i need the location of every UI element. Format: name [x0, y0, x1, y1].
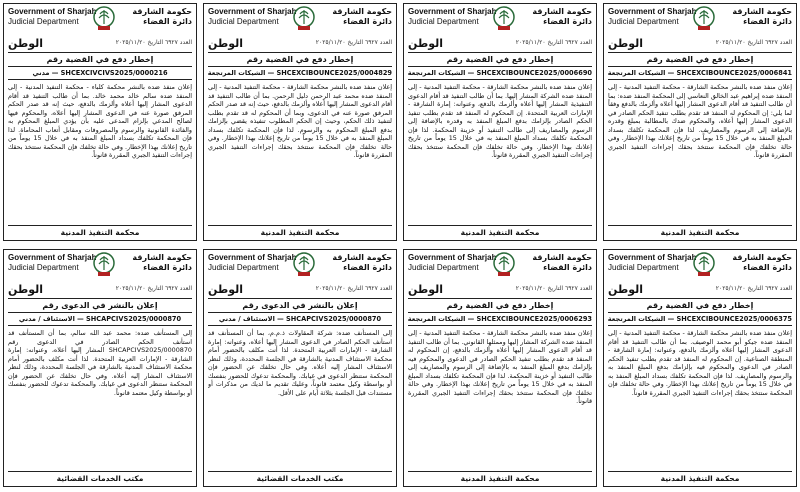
notice-card — [603, 3, 797, 241]
sharjah-emblem-icon — [92, 252, 116, 278]
dateline: العدد ٦٩٢٧ التاريخ ٢٠٢٥/١١/٢٠ — [515, 39, 592, 46]
notice-header — [8, 7, 192, 37]
dateline: العدد ٦٩٢٧ التاريخ ٢٠٢٥/١١/٢٠ — [715, 39, 792, 46]
dept-en-name: Judicial Department — [208, 263, 279, 272]
meta-row — [608, 38, 792, 51]
gov-en-block — [408, 253, 496, 273]
dept-ar-name: دائرة القضاء — [143, 263, 192, 272]
notice-footer: مكتب الخدمات القضائية — [208, 471, 392, 483]
dept-ar-name: دائرة القضاء — [343, 17, 392, 26]
notice-footer: محكمة التنفيذ المدنية — [408, 225, 592, 237]
notice-footer: محكمة التنفيذ المدنية — [208, 225, 392, 237]
notice-card — [203, 249, 397, 487]
notice-footer: محكمة التنفيذ المدنية — [408, 471, 592, 483]
dept-en-name: Judicial Department — [8, 17, 79, 26]
gov-en-block — [208, 7, 296, 27]
case-number: SHCEXCIVCIVS2025/0000216 — مدني — [8, 67, 192, 80]
gov-en-name: Government of Sharjah — [208, 253, 297, 262]
gov-ar-block — [332, 253, 392, 273]
notice-header — [408, 253, 592, 283]
notice-footer: محكمة التنفيذ المدنية — [8, 225, 192, 237]
case-number: SHCEXCIBOUNCE2025/0004829 — الشيكات المرتجعة — [208, 67, 392, 80]
case-number: SHCEXCIBOUNCE2025/0006690 — الشيكات المرتجعة — [408, 67, 592, 80]
newspaper-name: الوطن — [608, 37, 644, 50]
notice-header — [608, 7, 792, 37]
notice-title: إخطار دفع في القضية رقم — [408, 52, 592, 67]
gov-en-name: Government of Sharjah — [608, 7, 697, 16]
dept-ar-name: دائرة القضاء — [543, 17, 592, 26]
notice-title: إعلان بالنشر في الدعوى رقم — [8, 298, 192, 313]
gov-ar-block — [132, 253, 192, 273]
sharjah-emblem-icon — [292, 252, 316, 278]
gov-en-name: Government of Sharjah — [408, 253, 497, 262]
sharjah-emblem-icon — [492, 6, 516, 32]
notice-body: إعلان منفذ ضده بالنشر محكمة الشارقة - محكمة التنفيذ المدنية - إلى المنفذ ضده محمد عبد الرحمن دليل الرحمن. بما أن طالب التنفيذ قد أقام الدعوى المشار إليها أعلاه وألزمك بالدفع، حيث إنه قد صدر الحكم المرفق صورة عنه في الدعوى، وبما أن المحكوم له قد تقدم بطلب لتنفيذ ذلك الحكم، وحيث إن الحكم المطلوب تنفيذه يقضي بإلزامك بدفع المبلغ المحكوم به والرسوم. لذا فإن المحكمة تكلفك بسداد المبلغ المنفذ به في خلال 15 يوماً من تاريخ إعلانك بهذا الإخطار. وفي حالة تخلفك فإن المحكمة ستتخذ بحقك إجراءات التنفيذ الجبري المقررة قانوناً. — [208, 83, 392, 159]
newspaper-name: الوطن — [408, 37, 444, 50]
dept-en-name: Judicial Department — [408, 263, 479, 272]
dateline: العدد ٦٩٢٧ التاريخ ٢٠٢٥/١١/٢٠ — [715, 285, 792, 292]
dept-ar-name: دائرة القضاء — [143, 17, 192, 26]
notice-header — [408, 7, 592, 37]
newspaper-name: الوطن — [8, 283, 44, 296]
gov-ar-name: حكومة الشارقة — [732, 7, 792, 16]
notice-header — [208, 7, 392, 37]
gov-ar-name: حكومة الشارقة — [532, 7, 592, 16]
gov-ar-block — [132, 7, 192, 27]
dateline: العدد ٦٩٢٧ التاريخ ٢٠٢٥/١١/٢٠ — [515, 285, 592, 292]
notice-card — [403, 249, 597, 487]
sharjah-emblem-icon — [492, 252, 516, 278]
notice-body: إعلان منفذ ضده بالنشر محكمة الشارقة - محكمة التنفيذ المدنية - إلى المنفذ ضده جيكو أبو محمد الوصيف. بما أن طالب التنفيذ قد أقام الدعوى المشار إليها أعلاه وألزمك بالدفع، وعنوانه: إمارة الشارقة - المنطقة الصناعية. إن المحكوم له المنفذ قد تقدم بطلب تنفيذ الحكم الصادر في الدعوى والمحكوم فيه بإلزامك بدفع المبلغ المنفذ به والرسوم والمصاريف. لذا فإن المحكمة تكلفك بسداد المبلغ المنفذ به في خلال 15 يوماً من تاريخ إعلانك بهذا الإخطار. وفي حالة تخلفك فإن المحكمة ستتخذ بحقك إجراءات التنفيذ الجبري المقررة قانوناً. — [608, 329, 792, 397]
dept-en-name: Judicial Department — [8, 263, 79, 272]
dept-ar-name: دائرة القضاء — [343, 263, 392, 272]
gov-en-name: Government of Sharjah — [8, 253, 97, 262]
notice-card — [3, 249, 197, 487]
gov-en-block — [408, 7, 496, 27]
case-number: SHCEXCIBOUNCE2025/0006375 — الشيكات المرتجعة — [608, 313, 792, 326]
gov-ar-name: حكومة الشارقة — [132, 7, 192, 16]
gov-ar-block — [532, 253, 592, 273]
gov-ar-block — [732, 7, 792, 27]
gov-en-block — [8, 7, 96, 27]
gov-ar-name: حكومة الشارقة — [532, 253, 592, 262]
case-number: SHCAPCIVS2025/0000870 — الاستئناف / مدني — [8, 313, 192, 326]
newspaper-name: الوطن — [8, 37, 44, 50]
notices-grid — [3, 3, 797, 489]
newspaper-name: الوطن — [608, 283, 644, 296]
dateline: العدد ٦٩٢٧ التاريخ ٢٠٢٥/١١/٢٠ — [115, 285, 192, 292]
notice-body: إلى المستأنف ضده: شركة المقاولات ذ.م.م، بما أن المستأنف قد استأنف الحكم الصادر في الدعوى المشار إليها أعلاه، وعنوانه: إمارة الشارقة - الإمارات العربية المتحدة. لذا أنت مكلف بالحضور أمام محكمة الاستئناف المدنية بالشارقة في الجلسة المحددة، وذلك لنظر الاستئناف المشار إليه أعلاه. وفي حال تخلفك عن الحضور فإن المحكمة ستنظر الدعوى في غيابك. والمحكمة تدعوك للحضور بنفسك أو بواسطة وكيل معتمد قانوناً، وعليك تقديم ما لديك من مذكرات أو مستندات قبل الجلسة بثلاثة أيام على الأقل. — [208, 329, 392, 397]
notice-header — [8, 253, 192, 283]
notice-header — [608, 253, 792, 283]
gov-ar-block — [532, 7, 592, 27]
dept-en-name: Judicial Department — [608, 263, 679, 272]
meta-row — [408, 284, 592, 297]
gov-en-block — [208, 253, 296, 273]
dept-ar-name: دائرة القضاء — [743, 17, 792, 26]
notice-footer: مكتب الخدمات القضائية — [8, 471, 192, 483]
sharjah-emblem-icon — [292, 6, 316, 32]
notice-title: إخطار دفع في القضية رقم — [608, 52, 792, 67]
newspaper-name: الوطن — [208, 283, 244, 296]
dateline: العدد ٦٩٢٧ التاريخ ٢٠٢٥/١١/٢٠ — [315, 39, 392, 46]
case-number: SHCAPCIVS2025/0000870 — الاستئناف / مدني — [208, 313, 392, 326]
newspaper-name: الوطن — [208, 37, 244, 50]
dateline: العدد ٦٩٢٧ التاريخ ٢٠٢٥/١١/٢٠ — [315, 285, 392, 292]
dept-en-name: Judicial Department — [408, 17, 479, 26]
notice-card — [203, 3, 397, 241]
meta-row — [8, 284, 192, 297]
meta-row — [8, 38, 192, 51]
dept-en-name: Judicial Department — [608, 17, 679, 26]
gov-en-name: Government of Sharjah — [8, 7, 97, 16]
dept-ar-name: دائرة القضاء — [543, 263, 592, 272]
notice-card — [603, 249, 797, 487]
newspaper-name: الوطن — [408, 283, 444, 296]
gov-ar-name: حكومة الشارقة — [732, 253, 792, 262]
notice-header — [208, 253, 392, 283]
dateline: العدد ٦٩٢٧ التاريخ ٢٠٢٥/١١/٢٠ — [115, 39, 192, 46]
gov-en-name: Government of Sharjah — [408, 7, 497, 16]
gov-en-block — [608, 253, 696, 273]
notice-footer: محكمة التنفيذ المدنية — [608, 225, 792, 237]
sharjah-emblem-icon — [92, 6, 116, 32]
notice-footer: محكمة التنفيذ المدنية — [608, 471, 792, 483]
gov-en-name: Government of Sharjah — [608, 253, 697, 262]
notice-title: إخطار دفع في القضية رقم — [8, 52, 192, 67]
gov-ar-block — [732, 253, 792, 273]
notice-body: إلى المستأنف ضده: محمد عبد الله سالم، بما أن المستأنف قد استأنف الحكم الصادر في الدعوى رقم SHCAPCIVS2025/0000870 المشار إليها أعلاه، وعنوانه: إمارة الشارقة - الإمارات العربية المتحدة. لذا أنت مكلف بالحضور أمام محكمة الاستئناف المدنية بالشارقة في الجلسة المحددة، وذلك لنظر الاستئناف المشار إليه أعلاه. وفي حال تخلفك عن الحضور فإن المحكمة ستنظر الدعوى في غيابك. والمحكمة تدعوك للحضور بنفسك أو بواسطة وكيل معتمد قانوناً. — [8, 329, 192, 397]
notice-body: إعلان منفذ ضده بالنشر محكمة الشارقة - محكمة التنفيذ المدنية - إلى المنفذ ضده إبراهيم عبد الخالق النعاسي إلى المحكمة المنفذ ضده: بما أن طالب التنفيذ قد أقام الدعوى المشار إليها أعلاه وألزمك بالدفع وفقاً لما يلي: إن المحكوم له المنفذ قد تقدم بطلب تنفيذ الحكم الصادر في الدعوى المشار إليها أعلاه، والمحكوم ضدك بالمطالبة بمبلغ وقدره بالإضافة إلى الرسوم والمصاريف. لذا فإن المحكمة تكلفك بسداد المبلغ المنفذ به في خلال 15 يوماً من تاريخ إعلانك بهذا الإخطار. وفي حالة تخلفك فإن المحكمة ستتخذ بحقك إجراءات التنفيذ الجبري المقررة قانوناً. — [608, 83, 792, 159]
meta-row — [208, 284, 392, 297]
gov-ar-name: حكومة الشارقة — [332, 7, 392, 16]
notice-card — [3, 3, 197, 241]
gov-en-block — [8, 253, 96, 273]
meta-row — [408, 38, 592, 51]
notice-title: إخطار دفع في القضية رقم — [408, 298, 592, 313]
gov-ar-block — [332, 7, 392, 27]
gov-en-name: Government of Sharjah — [208, 7, 297, 16]
case-number: SHCEXCIBOUNCE2025/0006841 — الشيكات المرتجعة — [608, 67, 792, 80]
dept-ar-name: دائرة القضاء — [743, 263, 792, 272]
meta-row — [208, 38, 392, 51]
sharjah-emblem-icon — [692, 6, 716, 32]
notice-card — [403, 3, 597, 241]
gov-en-block — [608, 7, 696, 27]
case-number: SHCEXCIBOUNCE2025/0006293 — الشيكات المرتجعة — [408, 313, 592, 326]
gov-ar-name: حكومة الشارقة — [132, 253, 192, 262]
gov-ar-name: حكومة الشارقة — [332, 253, 392, 262]
notice-title: إخطار دفع في القضية رقم — [608, 298, 792, 313]
notice-body: إعلان منفذ ضده بالنشر محكمة كلباء - محكمة التنفيذ المدنية - إلى المنفذ ضده سالم خالد محمد خالد. بما أن طالب التنفيذ قد أقام الدعوى المشار إليها أعلاه وألزمك بالدفع، حيث إنه قد صدر الحكم المرفق صورة عنه في الدعوى المشار إليها أعلاه، والمحكوم فيها لصالح المدعي بإلزام المدعى عليه بأن يؤدي المبلغ المحكوم به والفائدة القانونية والرسوم والمصروفات ومقابل أتعاب المحاماة. لذا فإن المحكمة تكلفك بسداد المبلغ المنفذ به في خلال 15 يوماً من تاريخ إعلانك بهذا الإخطار. وفي حالة تخلفك فإن المحكمة ستتخذ بحقك إجراءات التنفيذ الجبري المقررة قانوناً. — [8, 83, 192, 159]
notice-title: إخطار دفع في القضية رقم — [208, 52, 392, 67]
notice-body: إعلان منفذ ضده بالنشر محكمة الشارقة - محكمة التنفيذ المدنية - إلى المنفذ ضده الشركة المشار إليها وممثلها القانوني. بما أن طالب التنفيذ قد أقام الدعوى المشار إليها أعلاه وألزمك بالدفع، إن المحكوم له المنفذ قد تقدم بطلب تنفيذ الحكم الصادر في الدعوى والمحكوم فيه بإلزامك بدفع المبلغ المنفذ به بالإضافة إلى الرسوم والمصاريف إلى طالب التنفيذ أو خزينة المحكمة. لذا فإن المحكمة تكلفك بسداد المبلغ المنفذ به في خلال 15 يوماً من تاريخ إعلانك بهذا الإخطار. وفي حالة تخلفك فإن المحكمة ستتخذ بحقك إجراءات التنفيذ الجبري المقررة قانوناً. — [408, 329, 592, 405]
dept-en-name: Judicial Department — [208, 17, 279, 26]
notice-title: إعلان بالنشر في الدعوى رقم — [208, 298, 392, 313]
meta-row — [608, 284, 792, 297]
notice-body: إعلان منفذ ضده بالنشر محكمة الشارقة - محكمة التنفيذ المدنية - إلى المنفذ ضده الشركة المشار إليها. بما أن طالب التنفيذ قد أقام الدعوى التنفيذية المشار إليها أعلاه وألزمك بالدفع، وعنوانه: إمارة الشارقة - الإمارات العربية المتحدة. إن المحكوم له المنفذ قد تقدم بطلب تنفيذ الحكم الصادر بإلزامك بدفع المبلغ المنفذ به وقدره بالإضافة إلى الرسوم والمصاريف إلى طالب التنفيذ أو خزينة المحكمة. لذا فإن المحكمة تكلفك بسداد المبلغ المنفذ به في خلال 15 يوماً من تاريخ إعلانك بهذا الإخطار. وفي حالة تخلفك فإن المحكمة ستتخذ بحقك إجراءات التنفيذ الجبري المقررة قانوناً. — [408, 83, 592, 159]
sharjah-emblem-icon — [692, 252, 716, 278]
